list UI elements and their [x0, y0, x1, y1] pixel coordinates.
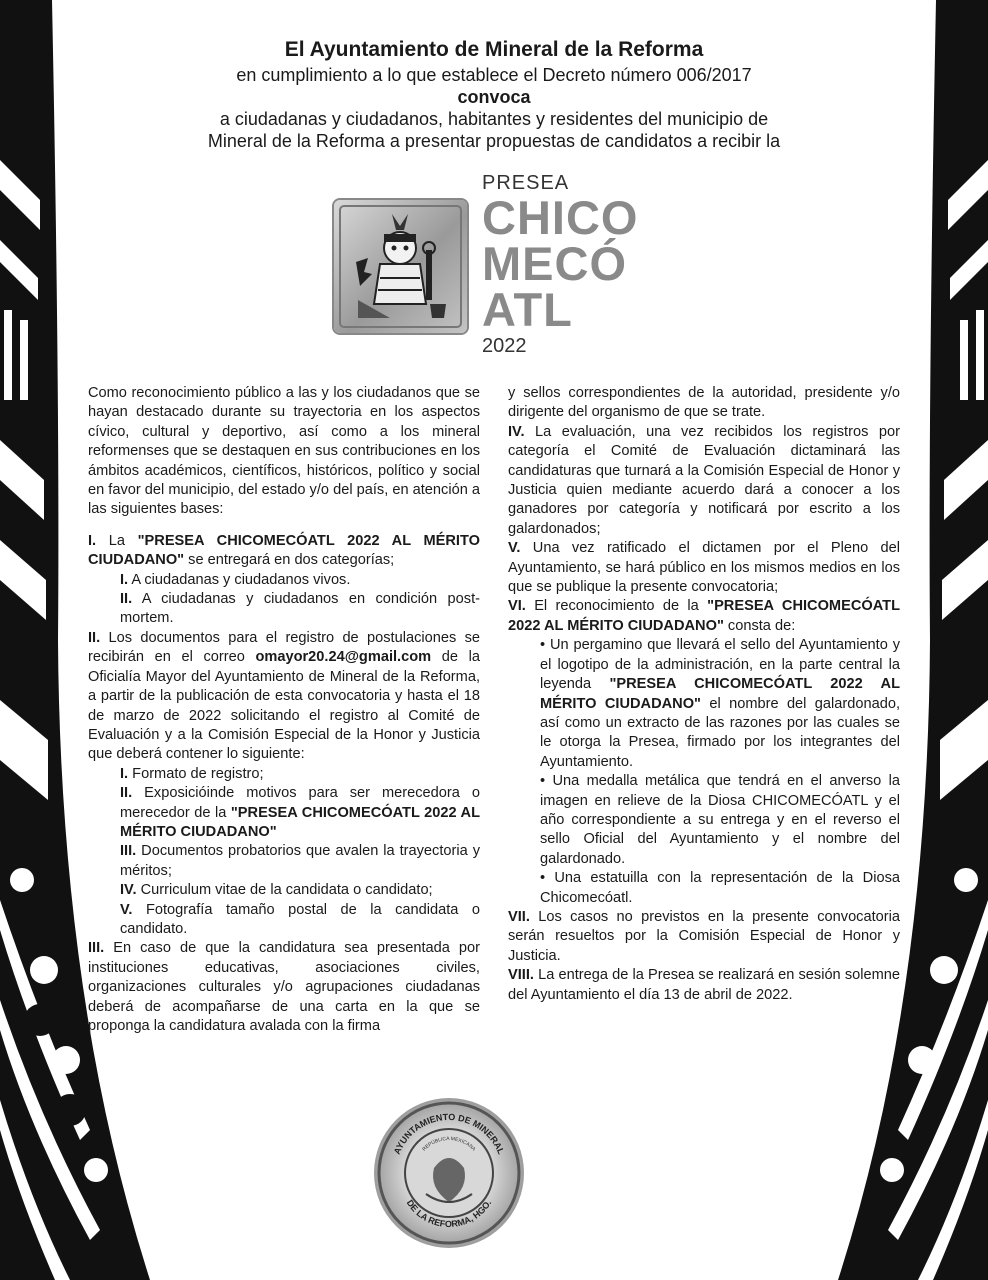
requirement-5-text: Fotografía tamaño postal de la candidata o candidato.: [120, 901, 480, 937]
award-item-1-text-end: el nombre del galardonado, así como un extracto de las razones por las cuales se le otorga la Presea, firmado por los integrantes del Ayuntamiento.: [540, 695, 900, 770]
base-1: [88, 532, 480, 571]
base-5-text: Una vez ratificado el dictamen por el Pleno del Ayuntamiento, se hará público en los mismos medios en los que se publique la presente convocatoria;: [508, 540, 900, 596]
requirement-2-number: II.: [120, 785, 133, 802]
base-1-text: La: [96, 532, 138, 549]
requirement-2-text: Exposicióinde motivos para ser merecedora o merecedor de la: [120, 785, 480, 821]
goddess-figure-icon: [334, 200, 467, 333]
requirement-2: [88, 784, 480, 842]
base-8-text: La entrega de la Presea se realizará en sesión solemne del Ayuntamiento el día 13 de abril de 2022.: [508, 967, 900, 1003]
base-3-continued: y sellos correspondientes de la autoridad, presidente y/o dirigente del organismo de que se trate.: [508, 385, 900, 421]
base-7-number: VII.: [508, 908, 530, 925]
base-6-number: VI.: [508, 598, 526, 615]
award-item-3: • Una estatuilla con la representación de la Diosa Chicomecóatl.: [540, 870, 900, 906]
base-4: [508, 423, 900, 539]
base-6-award-name: "PRESEA CHICOMECÓATL 2022 AL MÉRITO CIUDADANO": [508, 598, 900, 634]
base-6-text-end: consta de:: [723, 617, 796, 634]
requirement-4-text: Curriculum vitae de la candidata o candidato;: [136, 882, 433, 899]
base-5-number: V.: [508, 540, 521, 557]
seal-text-inner: REPÚBLICA MEXICANA: [421, 1135, 477, 1153]
base-7-text: Los casos no previstos en la presente convocatoria serán resueltos por la Comisión Especial de Honor y Justicia.: [508, 908, 900, 964]
base-2: [88, 629, 480, 765]
brand-year: 2022: [482, 335, 527, 357]
invitation-line-1: a ciudadanas y ciudadanos, habitantes y residentes del municipio de: [219, 109, 769, 129]
brand-presea: PRESEA: [482, 172, 570, 194]
requirement-1-text: Formato de registro;: [128, 765, 264, 782]
seal-text-bottom: DE LA REFORMA, HGO.: [404, 1197, 494, 1230]
registration-email: omayor20.24@gmail.com: [255, 649, 432, 666]
base-2-text: Los documentos para el registro de postulaciones se recibirán en el correo: [88, 629, 480, 666]
presea-brand: [482, 172, 638, 358]
requirement-2-award-name: "PRESEA CHICOMECÓATL 2022 AL MÉRITO CIUDADANO": [120, 804, 480, 840]
base-6-text: El reconocimiento de la: [525, 598, 708, 615]
base-3-number: III.: [88, 940, 105, 957]
brand-meco: MECÓ: [482, 237, 627, 290]
chicomecoatl-emblem: [334, 200, 467, 333]
page-title: El Ayuntamiento de Mineral de la Reforma: [284, 38, 704, 61]
base-4-number: IV.: [508, 423, 525, 440]
left-column: [88, 384, 480, 1036]
requirement-5: [88, 901, 480, 940]
invitation-line-2: Mineral de la Reforma a presentar propuestas de candidatos a recibir la: [207, 131, 781, 151]
base-8: [508, 966, 900, 1005]
category-2: [88, 590, 480, 629]
document-page: [52, 0, 936, 1280]
award-item-2: • Una medalla metálica que tendrá en el anverso la imagen en relieve de la Diosa CHICOMECÓATL y el año correspondiente a su entrega y en el reverso el sello Oficial del Ayuntamiento y el nombre del galardonado.: [540, 773, 900, 867]
brand-chico: CHICO: [482, 191, 639, 244]
base-1-award-name: "PRESEA CHICOMECÓATL 2022 AL MÉRITO CIUDADANO": [88, 532, 480, 569]
base-2-text-end: de la Oficialía Mayor del Ayuntamiento de Mineral de la Reforma, a partir de la publicación de esta convocatoria y hasta el 18 de marzo de 2022 solicitando el registro al Comité de Evaluación y a la Comisión Especial de la Honor y Justicia que deberá contener lo siguiente:: [88, 649, 480, 763]
requirement-4: [88, 881, 480, 900]
award-item-1-legend: "PRESEA CHICOMECÓATL 2022 AL MÉRITO CIUDADANO": [540, 676, 900, 712]
base-8-number: VIII.: [508, 967, 534, 984]
convoca-heading: convoca: [457, 87, 531, 107]
base-4-text: La evaluación, una vez recibidos los registros por categoría el Comité de Evaluación dictaminará las candidaturas que turnará a la Comisión Especial de Honor y Justicia quien mediante acuerdo dará a conocer a los ganadores por categoría y notificará por escrito a los galardonados;: [508, 423, 900, 537]
requirement-3-text: Documentos probatorios que avalen la trayectoria y méritos;: [120, 843, 480, 879]
award-item-1-text: • Un pergamino que llevará el sello del Ayuntamiento y el logotipo de la administración, en la parte central la leyenda: [540, 637, 900, 693]
brand-atl: ATL: [482, 283, 573, 336]
base-6: [508, 597, 900, 636]
base-5: [508, 539, 900, 597]
right-column: [508, 384, 900, 1005]
requirement-1-number: I.: [120, 765, 129, 782]
category-1: [88, 571, 480, 590]
base-1-text-end: se entregará en dos categorías;: [184, 552, 395, 569]
base-1-number: I.: [88, 532, 97, 549]
requirement-4-number: IV.: [120, 882, 137, 899]
requirement-3-number: III.: [120, 843, 137, 860]
requirement-1: [88, 765, 480, 784]
base-3-text: En caso de que la candidatura sea presentada por instituciones educativas, asociaciones civiles, organizaciones culturales y/o agrupaciones ciudadanas deberá de acompañarse de una carta en la que se proponga la candidatura avalada con la firma: [88, 940, 480, 1034]
category-1-number: I.: [120, 571, 129, 588]
award-item-1: [508, 636, 900, 772]
base-3: [88, 939, 480, 1036]
base-2-number: II.: [88, 629, 101, 646]
requirement-5-number: V.: [120, 901, 133, 918]
category-2-number: II.: [120, 591, 133, 608]
header: [52, 36, 936, 152]
intro-paragraph: Como reconocimiento público a las y los ciudadanos que se hayan destacado durante su trayectoria en los aspectos cívico, cultural y deportivo, así como a los mineral reformenses que se destaquen en sus contribuciones en los ámbitos académicos, científicos, históricos, político y social en favor del municipio, del estado y/o del país, en atención a las siguientes bases:: [88, 385, 480, 518]
requirement-3: [88, 842, 480, 881]
base-7: [508, 908, 900, 966]
seal-text-top: AYUNTAMIENTO DE MINERAL: [391, 1111, 507, 1156]
decree-line: en cumplimiento a lo que establece el Decreto número 006/2017: [236, 65, 752, 85]
category-1-text: A ciudadanas y ciudadanos vivos.: [128, 571, 351, 588]
category-2-text: A ciudadanas y ciudadanos en condición post-mortem.: [120, 591, 480, 627]
